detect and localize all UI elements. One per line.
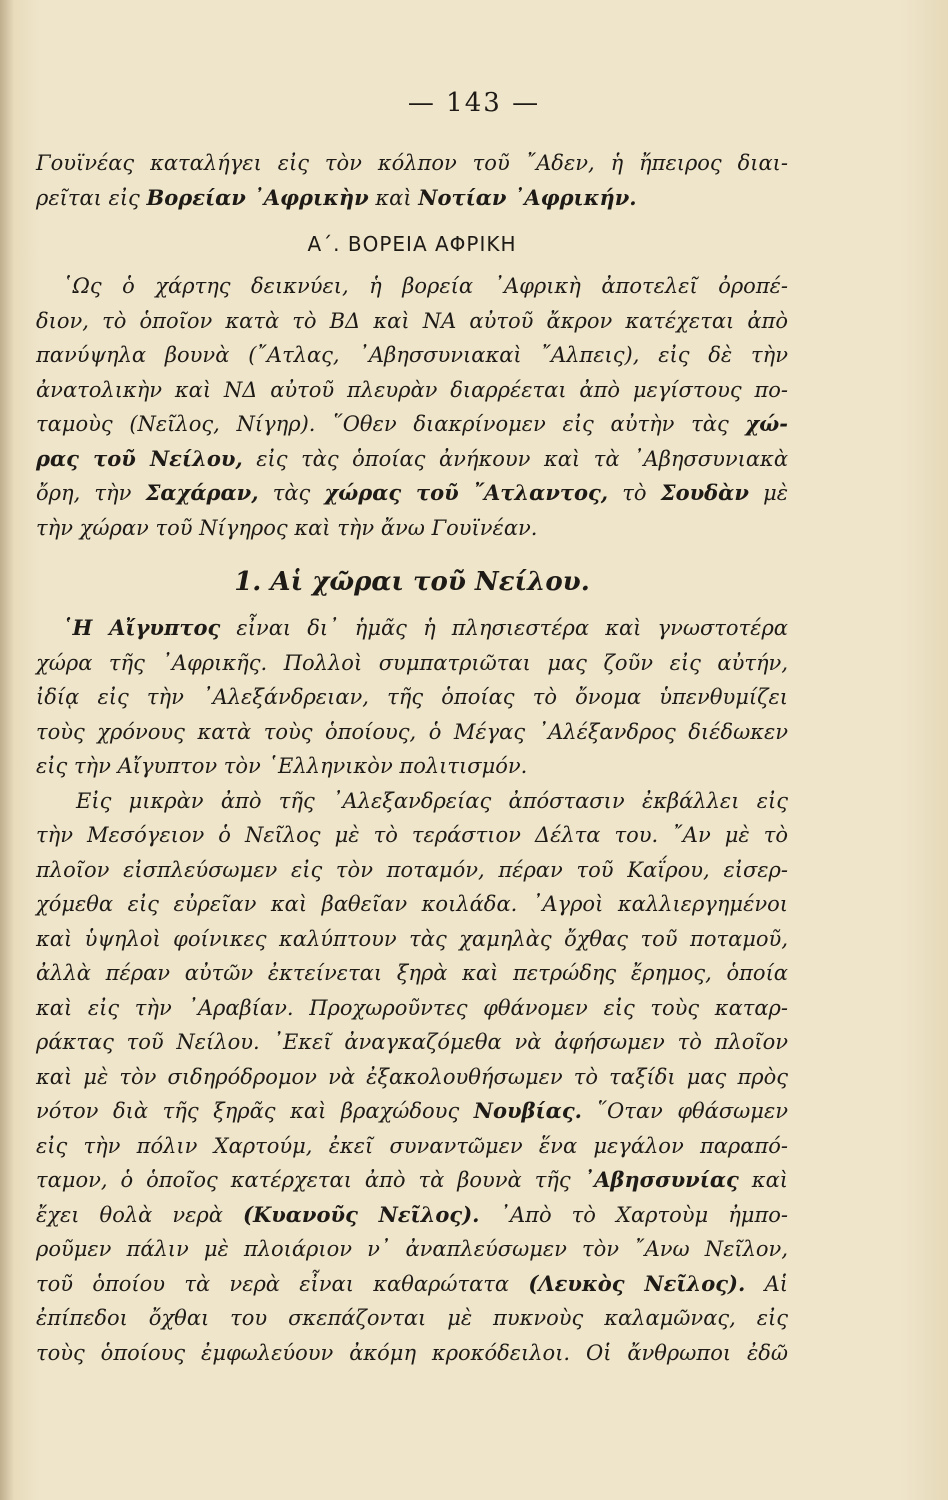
text-run: καὶ (738, 1168, 788, 1192)
text-run: εἶναι δι᾿ ἡμᾶς ἡ πλησιεστέρα καὶ γνωστοτέρα (220, 616, 788, 640)
text-run: ταμον, ὁ ὁποῖος κατέρχεται ἀπὸ τὰ βουνὰ τῆς (36, 1168, 584, 1192)
text-run: μὲ (748, 481, 788, 505)
emphasis-term: Βορείαν ᾿Αφρικὴν (146, 184, 369, 210)
text-line (36, 1198, 788, 1233)
text-run: καὶ (368, 185, 419, 210)
emphasis-term: (Κυανοῦς Νεῖλος). (243, 1201, 480, 1227)
text-line: πλοῖον εἰσπλεύσωμεν εἰς τὸν ποταμόν, πέραν τοῦ Καΐρου, εἰσερ- (36, 857, 788, 882)
text-run: ρεῖται εἰς (36, 185, 147, 210)
emphasis-term: (Λευκὸς Νεῖλος). (528, 1270, 746, 1296)
emphasis-term: ῾Η Αἴγυπτος (62, 615, 221, 640)
paragraph-egypt (36, 611, 788, 784)
text-run: τὰς (258, 481, 325, 505)
page-number: — 143 — (407, 88, 541, 118)
text-run: εἰς τὰς ὁποίας ἀνήκουν καὶ τὰ ᾿Αβησσυνιακὰ (242, 446, 789, 471)
text-line: Εἰς μικρὰν ἀπὸ τῆς ᾿Αλεξανδρείας ἀπόστασιν ἐκβάλλει εἰς (76, 788, 788, 813)
text-line: εἰς τὴν Αἴγυπτον τὸν ῾Ελληνικὸν πολιτισμόν. (36, 754, 528, 778)
text-line (36, 181, 788, 216)
text-line (36, 442, 788, 477)
text-line (36, 611, 788, 646)
text-line: χώρα τῆς ᾿Αφρικῆς. Πολλοὶ συμπατριῶται μας ζοῦν εἰς αὐτήν, (36, 650, 788, 675)
text-line: τὴν Μεσόγειον ὁ Νεῖλος μὲ τὸ τεράστιον Δέλτα του. ῎Αν μὲ τὸ (36, 823, 788, 847)
intro-paragraph (36, 146, 788, 215)
text-line: ἀνατολικὴν καὶ ΝΔ αὐτοῦ πλευρὰν διαρρέεται ἀπὸ μεγίστους πο- (36, 377, 788, 402)
text-line: ράκτας τοῦ Νείλου. ᾿Εκεῖ ἀναγκαζόμεθα νὰ ἀφήσωμεν τὸ πλοῖον (36, 1030, 788, 1054)
text-run: τοῦ ὁποίου τὰ νερὰ εἶναι καθαρώτατα (36, 1271, 529, 1296)
text-run: τὸ (608, 481, 661, 505)
text-line (36, 407, 788, 442)
text-line (36, 1267, 788, 1302)
spine-shadow (0, 0, 14, 1500)
text-run: ᾿Απὸ τὸ Χαρτοὺμ ἠμπο- (479, 1202, 788, 1227)
text-line: ῾Ως ὁ χάρτης δεικνύει, ἡ βορεία ᾿Αφρικὴ ἀποτελεῖ ὀροπέ- (62, 274, 788, 298)
emphasis-term: χώ- (745, 411, 788, 436)
text-line (36, 1094, 788, 1129)
text-line: ροῦμεν πάλιν μὲ πλοιάριον ν᾿ ἀναπλεύσωμεν τὸν ῎Ανω Νεῖλον, (36, 1237, 788, 1261)
text-line: καὶ μὲ τὸν σιδηρόδρομον νὰ ἐξακολουθήσωμεν τὸ ταξίδι μας πρὸς (36, 1064, 788, 1089)
text-line: ἀλλὰ πέραν αὐτῶν ἐκτείνεται ξηρὰ καὶ πετρώδης ἔρημος, ὁποία (36, 961, 788, 985)
text-run: ῞Οταν φθάσωμεν (581, 1099, 788, 1123)
text-line: τὴν χώραν τοῦ Νίγηρος καὶ τὴν ἄνω Γουϊνέαν. (36, 515, 538, 540)
text-line: τοὺς χρόνους κατὰ τοὺς ὁποίους, ὁ Μέγας ᾿Αλέξανδρος διέδωκεν (36, 719, 788, 744)
text-line: ἰδίᾳ εἰς τὴν ᾿Αλεξάνδρειαν, τῆς ὁποίας τὸ ὄνομα ὑπενθυμίζει (36, 685, 788, 709)
emphasis-term: ᾿Αβησσυνίας (583, 1167, 739, 1192)
text-line: διον, τὸ ὁποῖον κατὰ τὸ ΒΔ καὶ ΝΑ αὐτοῦ ἄκρον κατέχεται ἀπὸ (36, 308, 788, 333)
page-body (36, 146, 788, 1370)
text-line (36, 476, 788, 511)
emphasis-term: Νοτίαν ᾿Αφρικήν. (418, 184, 637, 210)
text-line: καὶ εἰς τὴν ᾿Αραβίαν. Προχωροῦντες φθάνομεν εἰς τοὺς καταρ- (36, 995, 788, 1020)
text-line: εἰς τὴν πόλιν Χαρτούμ, ἐκεῖ συναντῶμεν ἕνα μεγάλον παραπό- (36, 1133, 788, 1158)
paragraph-nile (36, 784, 788, 1371)
section-heading: Α΄. ΒΟΡΕΙΑ ΑΦΡΙΚΗ (307, 232, 517, 256)
subsection-heading: 1. Αἱ χῶραι τοῦ Νείλου. (234, 567, 590, 597)
emphasis-term: ρας τοῦ Νείλου, (36, 445, 243, 471)
text-line: καὶ ὑψηλοὶ φοίνικες καλύπτουν τὰς χαμηλὰς ὄχθας τοῦ ποταμοῦ, (36, 926, 788, 951)
text-run: ἔχει θολὰ νερὰ (36, 1202, 244, 1227)
text-run: ὄρη, τὴν (36, 481, 146, 505)
text-line: Γουϊνέας καταλήγει εἰς τὸν κόλπον τοῦ ῎Αδεν, ἡ ἤπειρος διαι- (36, 151, 788, 175)
text-line: ἐπίπεδοι ὄχθαι του σκεπάζονται μὲ πυκνοὺς καλαμῶνας, εἰς (36, 1306, 788, 1330)
text-line (36, 1163, 788, 1198)
text-line: πανύψηλα βουνὰ (῎Ατλας, ᾿Αβησσυνιακαὶ ῎Αλπεις), εἰς δὲ τὴν (36, 343, 788, 367)
paragraph-north-africa (36, 269, 788, 545)
emphasis-term: χώρας τοῦ ῎Ατλαντος, (324, 480, 609, 505)
emphasis-term: Νουβίας. (473, 1098, 582, 1123)
text-run: Αἱ (745, 1271, 789, 1296)
emphasis-term: Σαχάραν, (145, 480, 259, 505)
emphasis-term: Σουδὰν (660, 480, 749, 505)
text-run: νότον διὰ τῆς ξηρᾶς καὶ βραχώδους (36, 1099, 474, 1123)
text-line: τοὺς ὁποίους ἐμφωλεύουν ἀκόμη κροκόδειλοι. Οἱ ἄνθρωποι ἐδῶ (36, 1340, 788, 1365)
text-run: ταμοὺς (Νεῖλος, Νίγηρ). ῞Οθεν διακρίνομεν εἰς αὐτὴν τὰς (36, 412, 746, 436)
text-line: χόμεθα εἰς εὐρεῖαν καὶ βαθεῖαν κοιλάδα. ᾿Αγροὶ καλλιεργημένοι (36, 892, 788, 916)
